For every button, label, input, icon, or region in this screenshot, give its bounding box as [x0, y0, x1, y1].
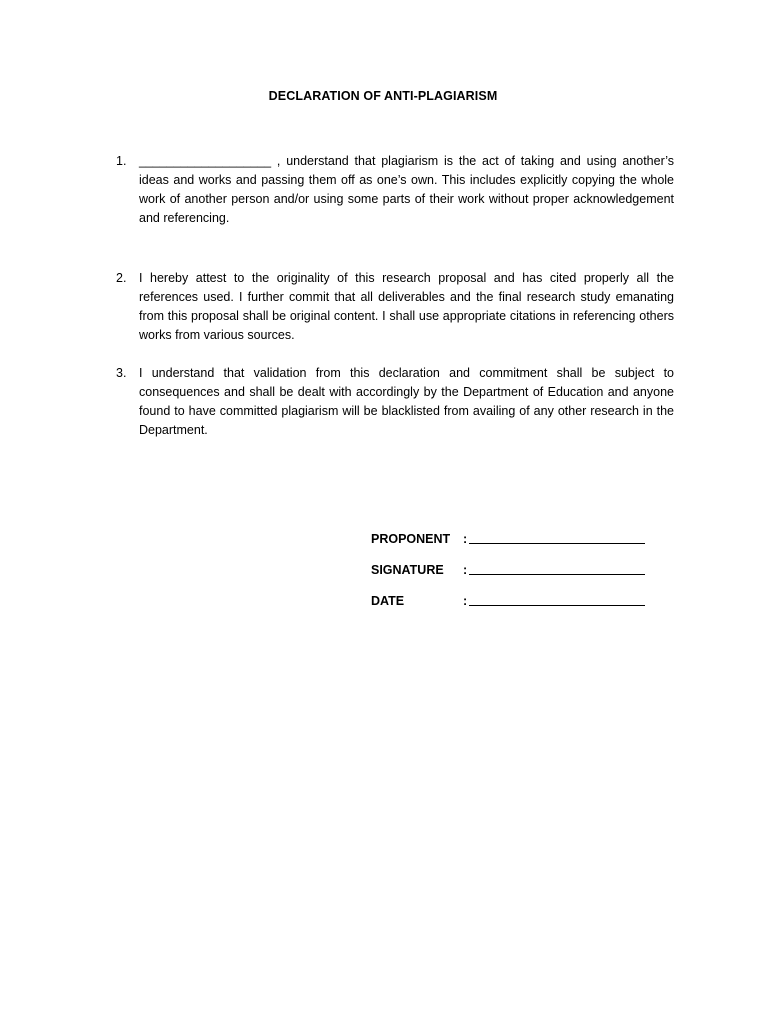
item-text: I understand that validation from this declaration and commitment shall be subject to consequences and shall be dealt with accordingly by the Department of Education and anyone found to have committed plagiarism will be blacklisted from availing of any other research in the Department. — [139, 366, 674, 437]
signature-blank-line — [469, 574, 645, 575]
field-separator: : — [463, 563, 468, 577]
date-label: DATE — [371, 594, 405, 608]
declaration-item — [116, 364, 674, 440]
signature-label: SIGNATURE — [371, 563, 444, 577]
item-text: I hereby attest to the originality of this research proposal and has cited properly all the references used. I further commit that all deliverables and the final research study emanating from this proposal shall be original content. I shall use appropriate citations in referencing others works from various sources. — [139, 271, 674, 342]
declaration-item — [116, 152, 674, 228]
declaration-item — [116, 269, 674, 345]
item-text: ___________________ , understand that plagiarism is the act of taking and using another’s ideas and works and passing them off as one’s own. This includes explicitly copying the whole work of another person and/or using some parts of their work without proper acknowledgement and referencing. — [139, 154, 674, 225]
item-number: 1. — [116, 154, 127, 168]
item-number: 2. — [116, 271, 127, 285]
proponent-label: PROPONENT — [371, 532, 451, 546]
field-separator: : — [463, 532, 468, 546]
proponent-blank-line — [469, 543, 645, 544]
date-blank-line — [469, 605, 645, 606]
item-number: 3. — [116, 366, 127, 380]
field-separator: : — [463, 594, 468, 608]
document-title: DECLARATION OF ANTI-PLAGIARISM — [268, 89, 498, 103]
